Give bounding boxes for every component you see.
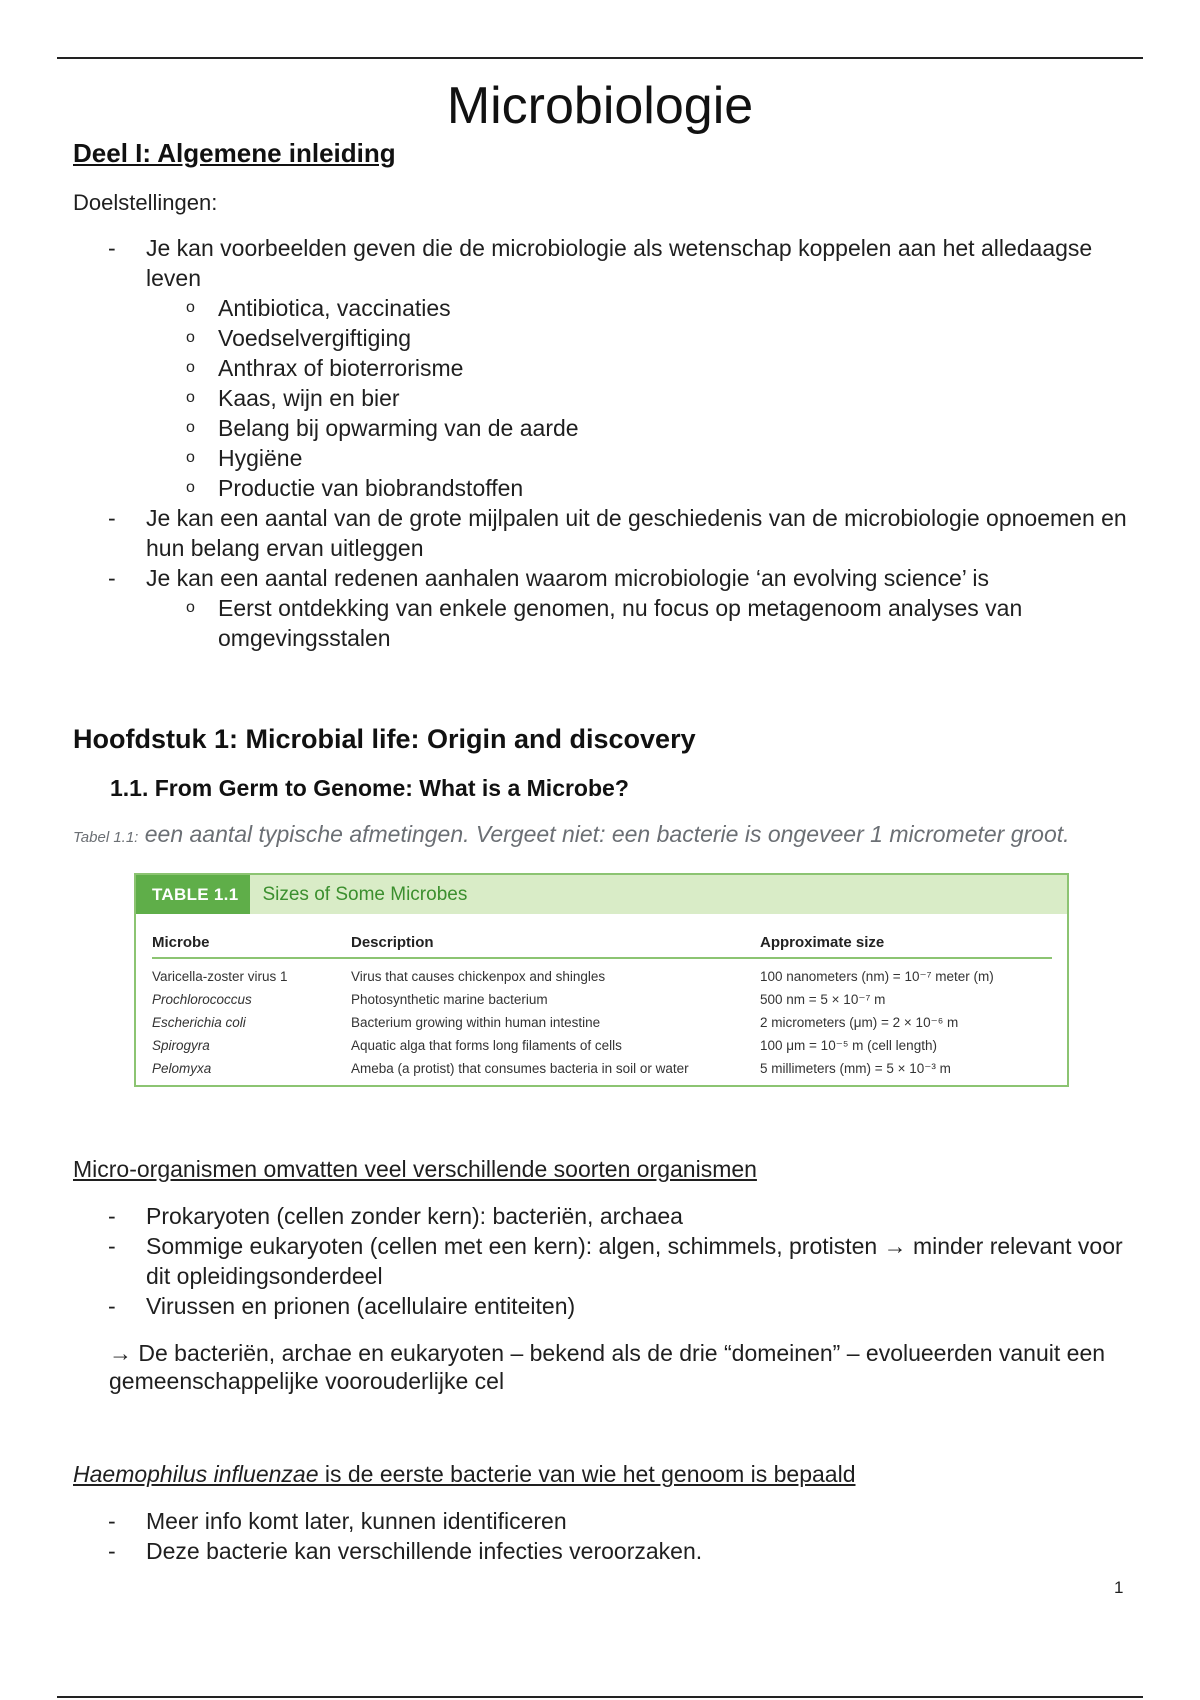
list-item-text: Prokaryoten (cellen zonder kern): bacteriën, archaea — [146, 1203, 683, 1229]
circle-bullet: o — [186, 449, 195, 466]
table-title: Sizes of Some Microbes — [262, 883, 468, 905]
sub-item — [146, 473, 1133, 503]
table-column-headers — [152, 927, 1052, 959]
dash-bullet: - — [108, 1233, 116, 1259]
objective-item — [73, 503, 1133, 563]
species-name: Haemophilus influenzae — [73, 1461, 319, 1487]
section-heading: 1.1. From Germ to Genome: What is a Microbe? — [110, 775, 629, 801]
list-item-text: Deze bacterie kan verschillende infecties veroorzaken. — [146, 1538, 703, 1564]
sub-item-text: Anthrax of bioterrorisme — [218, 355, 464, 381]
sub-item-text: Kaas, wijn en bier — [218, 385, 400, 411]
size-cell: 500 nm = 5 × 10⁻⁷ m — [760, 991, 886, 1007]
size-cell: 5 millimeters (mm) = 5 × 10⁻³ m — [760, 1060, 951, 1076]
size-cell: 100 μm = 10⁻⁵ m (cell length) — [760, 1037, 937, 1053]
column-header: Approximate size — [760, 933, 885, 951]
objective-text: Je kan voorbeelden geven die de microbiologie als wetenschap koppelen aan het alledaagse leven — [146, 235, 1093, 291]
objective-text: Je kan een aantal van de grote mijlpalen uit de geschiedenis van de microbiologie opnoemen en hun belang ervan uitleggen — [146, 505, 1127, 561]
microbe-cell: Prochlorococcus — [152, 992, 252, 1007]
description-cell: Bacterium growing within human intestine — [351, 1015, 601, 1030]
sub-item — [146, 293, 1133, 323]
microbe-cell: Escherichia coli — [152, 1015, 246, 1030]
objective-sublist — [146, 593, 1133, 653]
description-cell: Virus that causes chickenpox and shingles — [351, 969, 606, 984]
dash-bullet: - — [108, 565, 116, 591]
organisms-list — [73, 1201, 1133, 1321]
circle-bullet: o — [186, 359, 195, 376]
description-cell: Photosynthetic marine bacterium — [351, 992, 548, 1007]
table-row — [152, 965, 1052, 988]
dash-bullet: - — [108, 1293, 116, 1319]
haemophilus-list — [73, 1506, 1133, 1566]
objectives-label: Doelstellingen: — [73, 190, 218, 215]
sub-item-text: Antibiotica, vaccinaties — [218, 295, 451, 321]
list-item — [73, 1201, 1133, 1231]
page-number: 1 — [1114, 1578, 1124, 1597]
table-row — [152, 988, 1052, 1011]
part-heading: Deel I: Algemene inleiding — [73, 138, 396, 168]
haemophilus-heading — [73, 1461, 856, 1488]
size-cell: 2 micrometers (μm) = 2 × 10⁻⁶ m — [760, 1014, 959, 1030]
objective-text: Je kan een aantal redenen aanhalen waarom microbiologie ‘an evolving science’ is — [146, 565, 990, 591]
sub-item — [146, 323, 1133, 353]
objectives-list — [73, 233, 1133, 653]
bottom-rule — [57, 1696, 1143, 1698]
circle-bullet: o — [186, 419, 195, 436]
list-item — [73, 1291, 1133, 1321]
sub-item — [146, 593, 1133, 653]
chapter-heading: Hoofdstuk 1: Microbial life: Origin and discovery — [73, 724, 696, 754]
list-item-text: Virussen en prionen (acellulaire entiteiten) — [146, 1293, 576, 1319]
table-row — [152, 1011, 1052, 1034]
microbe-size-table — [134, 873, 1069, 1087]
list-item — [73, 1536, 1133, 1566]
table-caption — [73, 821, 1153, 848]
microbe-cell: Spirogyra — [152, 1038, 210, 1053]
column-header: Microbe — [152, 933, 210, 951]
list-item-text: Meer info komt later, kunnen identificeren — [146, 1508, 567, 1534]
objective-item — [73, 563, 1133, 653]
list-item — [73, 1506, 1133, 1536]
objective-sublist — [146, 293, 1133, 503]
document-title: Microbiologie — [446, 77, 754, 135]
table-row — [152, 1057, 1052, 1080]
dash-bullet: - — [108, 235, 116, 261]
dash-bullet: - — [108, 505, 116, 531]
circle-bullet: o — [186, 479, 195, 496]
caption-text: een aantal typische afmetingen. Vergeet niet: een bacterie is ongeveer 1 micrometer groot. — [138, 821, 1070, 847]
table-grid — [152, 927, 1052, 1080]
sub-item-text: Hygiëne — [218, 445, 303, 471]
table-row — [152, 1034, 1052, 1057]
sub-item — [146, 383, 1133, 413]
circle-bullet: o — [186, 329, 195, 346]
table-tag: TABLE 1.1 — [136, 875, 250, 914]
sub-item-text: Productie van biobrandstoffen — [218, 475, 524, 501]
description-cell: Ameba (a protist) that consumes bacteria in soil or water — [351, 1061, 689, 1076]
sub-item — [146, 353, 1133, 383]
dash-bullet: - — [108, 1538, 116, 1564]
list-item-text: Sommige eukaryoten (cellen met een kern): algen, schimmels, protisten → minder relevant voor dit opleidingsonderdeel — [146, 1233, 1123, 1289]
table-header — [136, 875, 1067, 914]
top-rule — [57, 57, 1143, 59]
size-cell: 100 nanometers (nm) = 10⁻⁷ meter (m) — [760, 968, 994, 984]
sub-item-text: Voedselvergiftiging — [218, 325, 412, 351]
sub-item-text: Belang bij opwarming van de aarde — [218, 415, 579, 441]
heading-rest: is de eerste bacterie van wie het genoom is bepaald — [318, 1461, 856, 1487]
circle-bullet: o — [186, 299, 195, 316]
dash-bullet: - — [108, 1508, 116, 1534]
description-cell: Aquatic alga that forms long filaments of cells — [351, 1038, 622, 1053]
circle-bullet: o — [186, 389, 195, 406]
column-header: Description — [351, 933, 434, 951]
list-item — [73, 1231, 1133, 1291]
circle-bullet: o — [186, 599, 195, 616]
organisms-heading: Micro-organismen omvatten veel verschillende soorten organismen — [73, 1156, 757, 1182]
sub-item — [146, 443, 1133, 473]
domains-note: → De bacteriën, archae en eukaryoten – bekend als de drie “domeinen” – evolueerden vanuit een gemeenschappelijke voorouderlijke cel — [109, 1340, 1106, 1394]
objective-item — [73, 233, 1133, 503]
microbe-cell: Varicella-zoster virus 1 — [152, 969, 288, 984]
microbe-cell: Pelomyxa — [152, 1061, 212, 1076]
sub-item-text: Eerst ontdekking van enkele genomen, nu focus op metagenoom analyses van omgevingsstalen — [218, 595, 1023, 651]
caption-label: Tabel 1.1: — [73, 829, 139, 846]
sub-item — [146, 413, 1133, 443]
dash-bullet: - — [108, 1203, 116, 1229]
